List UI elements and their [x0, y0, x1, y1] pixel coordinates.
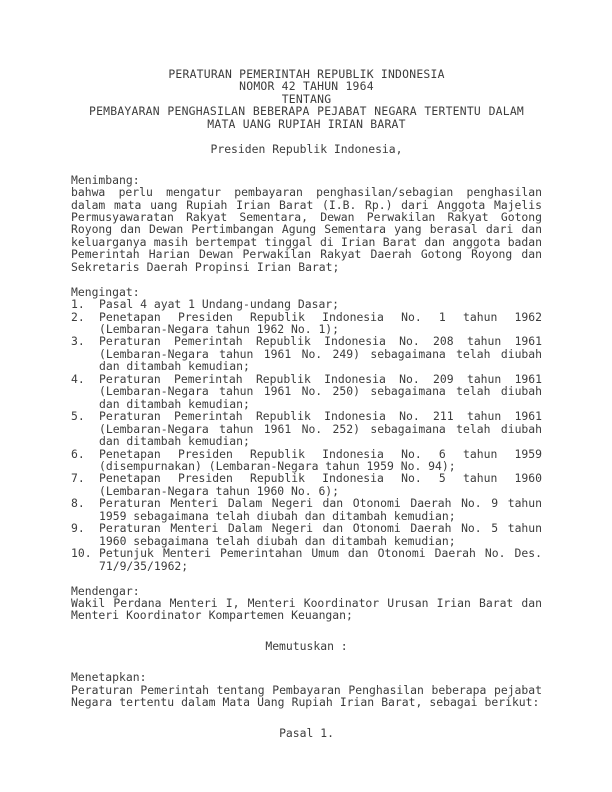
list-item [71, 311, 542, 336]
list-item [71, 547, 542, 572]
spacer [71, 572, 542, 584]
list-item-number: 1. [71, 297, 85, 312]
list-item [71, 472, 542, 497]
mengingat-list [71, 298, 542, 572]
list-item-text: Penetapan Presiden Republik Indonesia No. 5 tahun 1960 (Lembaran-Negara tahun 1960 No. 6); [99, 471, 542, 498]
list-item-text: Petunjuk Menteri Pemerintahan Umum dan Otonomi Daerah No. Des. 71/9/35/1962; [99, 546, 542, 573]
memutuskan-heading: Memutuskan : [265, 639, 348, 654]
list-item-text: Peraturan Pemerintah Republik Indonesia No. 208 tahun 1961 (Lembaran-Negara tahun 1961 No. 249) sebagaimana telah diubah dan ditambah kemudian; [99, 334, 542, 374]
mendengar-text: Wakil Perdana Menteri I, Menteri Koordinator Urusan Irian Barat dan Menteri Koordinator Kompartemen Keuangan; [71, 595, 542, 623]
document-title-block [71, 68, 542, 130]
mendengar-label: Mendengar: [71, 583, 140, 598]
list-item-number: 4. [71, 371, 85, 386]
spacer [71, 273, 542, 285]
list-item-text: Penetapan Presiden Republik Indonesia No. 1 tahun 1962 (Lembaran-Negara tahun 1962 No. 1); [99, 309, 542, 337]
menetapkan-label: Menetapkan: [71, 670, 147, 685]
list-item-number: 8. [71, 496, 85, 511]
list-item-text: Pasal 4 ayat 1 Undang-undang Dasar; [99, 297, 340, 312]
list-item-text: Penetapan Presiden Republik Indonesia No. 6 tahun 1959 (disempurnakan) (Lembaran-Negara tahun 1959 No. 94); [99, 446, 542, 473]
list-item [71, 497, 542, 522]
list-item-number: 10. [71, 546, 92, 561]
menetapkan-text: Peraturan Pemerintah tentang Pembayaran Penghasilan beberapa pejabat Negara tertentu dalam Mata Uang Rupiah Irian Barat, sebagai berikut: [71, 682, 542, 710]
title-line-1: PERATURAN PEMERINTAH REPUBLIK INDONESIA [168, 67, 445, 81]
document-body [71, 68, 542, 739]
list-item [71, 335, 542, 372]
issuing-authority: Presiden Republik Indonesia, [210, 141, 403, 156]
list-item-number: 5. [71, 409, 85, 424]
list-item [71, 298, 542, 310]
article-heading-pasal-1: Pasal 1. [279, 726, 334, 740]
list-item [71, 522, 542, 547]
spacer [71, 653, 542, 665]
spacer [71, 130, 542, 142]
list-item-number: 2. [71, 309, 85, 324]
list-item-text: Peraturan Menteri Dalam Negeri dan Otonomi Daerah No. 9 tahun 1959 sebagaimana telah diubah dan ditambah kemudian; [99, 496, 542, 523]
spacer [71, 155, 542, 167]
list-item-number: 6. [71, 446, 85, 461]
title-line-2: NOMOR 42 TAHUN 1964 [239, 79, 374, 94]
list-item-text: Peraturan Pemerintah Republik Indonesia No. 211 tahun 1961 (Lembaran-Negara tahun 1961 No. 252) sebagaimana telah diubah dan ditambah kemudian; [99, 409, 542, 449]
list-item-number: 3. [71, 334, 85, 349]
list-item [71, 448, 542, 473]
title-line-5: MATA UANG RUPIAH IRIAN BARAT [207, 116, 406, 131]
list-item [71, 373, 542, 410]
list-item-number: 7. [71, 471, 85, 486]
title-line-4: PEMBAYARAN PENGHASILAN BEBERAPA PEJABAT NEGARA TERTENTU DALAM [89, 104, 524, 119]
list-item-text: Peraturan Pemerintah Republik Indonesia No. 209 tahun 1961 (Lembaran-Negara tahun 1961 No. 250) sebagaimana telah diubah dan ditambah kemudian; [99, 371, 542, 411]
mengingat-label: Mengingat: [71, 284, 140, 299]
menimbang-text: bahwa perlu mengatur pembayaran penghasilan/sebagian penghasilan dalam mata uang Rupiah Irian Barat (I.B. Rp.) dari Anggota Majelis Permusyawaratan Rakyat Sementara, Dewan Perwakilan Rakyat Gotong Royong dan Dewan Pertimbangan Agung Sementara yang berasal dari dan keluarganya masih bertempat tinggal di Irian Barat dan anggota badan Pemerintah Harian Dewan Perwakilan Rakyat Daerah Gotong Royong dan Sekretaris Daerah Propinsi Irian Barat; [71, 185, 542, 274]
spacer [71, 709, 542, 721]
list-item-number: 9. [71, 521, 85, 536]
spacer [71, 622, 542, 634]
title-line-3: TENTANG [281, 91, 332, 106]
list-item [71, 410, 542, 447]
menimbang-label: Menimbang: [71, 172, 140, 187]
list-item-text: Peraturan Menteri Dalam Negeri dan Otonomi Daerah No. 5 tahun 1960 sebagaimana telah diubah dan ditambah kemudian; [99, 521, 542, 548]
